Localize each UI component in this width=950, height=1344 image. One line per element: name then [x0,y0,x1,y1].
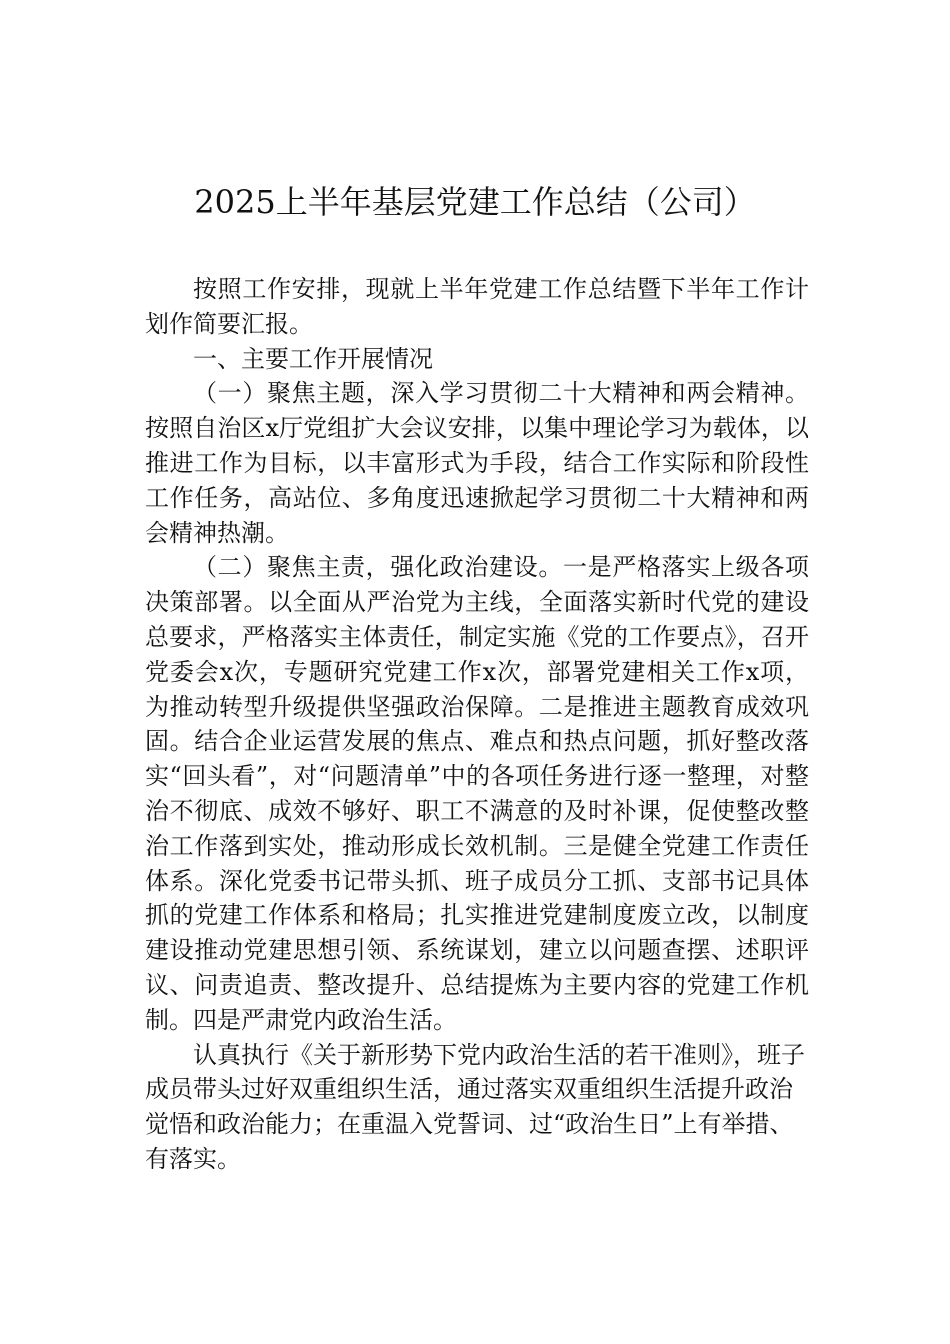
document-title: 2025上半年基层党建工作总结（公司） [194,183,756,221]
body-paragraph: 认真执行《关于新形势下党内政治生活的若干准则》，班子成员带头过好双重组织生活，通过落实双重组织生活提升政治觉悟和政治能力；在重温入党誓词、过“政治生日”上有举措、有落实。 [145,1040,805,1173]
section-heading: 一、主要工作开展情况 [193,344,433,373]
intro-paragraph: 按照工作安排，现就上半年党建工作总结暨下半年工作计划作简要汇报。 [145,275,809,338]
document-body [145,272,809,1177]
body-paragraph: （二）聚焦主责，强化政治建设。一是严格落实上级各项决策部署。以全面从严治党为主线，全面落实新时代党的建设总要求，严格落实主体责任，制定实施《党的工作要点》，召开党委会x次，专题研究党建工作x次，部署党建相关工作x项，为推动转型升级提供坚强政治保障。二是推进主题教育成效巩固。结合企业运营发展的焦点、难点和热点问题，抓好整改落实“回头看”，对“问题清单”中的各项任务进行逐一整理，对整治不彻底、成效不够好、职工不满意的及时补课，促使整改整治工作落到实处，推动形成长效机制。三是健全党建工作责任体系。深化党委书记带头抓、班子成员分工抓、支部书记具体抓的党建工作体系和格局；扎实推进党建制度废立改，以制度建设推动党建思想引领、系统谋划，建立以问题查摆、述职评议、问责追责、整改提升、总结提炼为主要内容的党建工作机制。四是严肃党内政治生活。 [145,553,809,1034]
body-paragraph: （一）聚焦主题，深入学习贯彻二十大精神和两会精神。按照自治区x厅党组扩大会议安排，以集中理论学习为载体，以推进工作为目标，以丰富形式为手段，结合工作实际和阶段性工作任务，高站位、多角度迅速掀起学习贯彻二十大精神和两会精神热潮。 [145,379,809,547]
